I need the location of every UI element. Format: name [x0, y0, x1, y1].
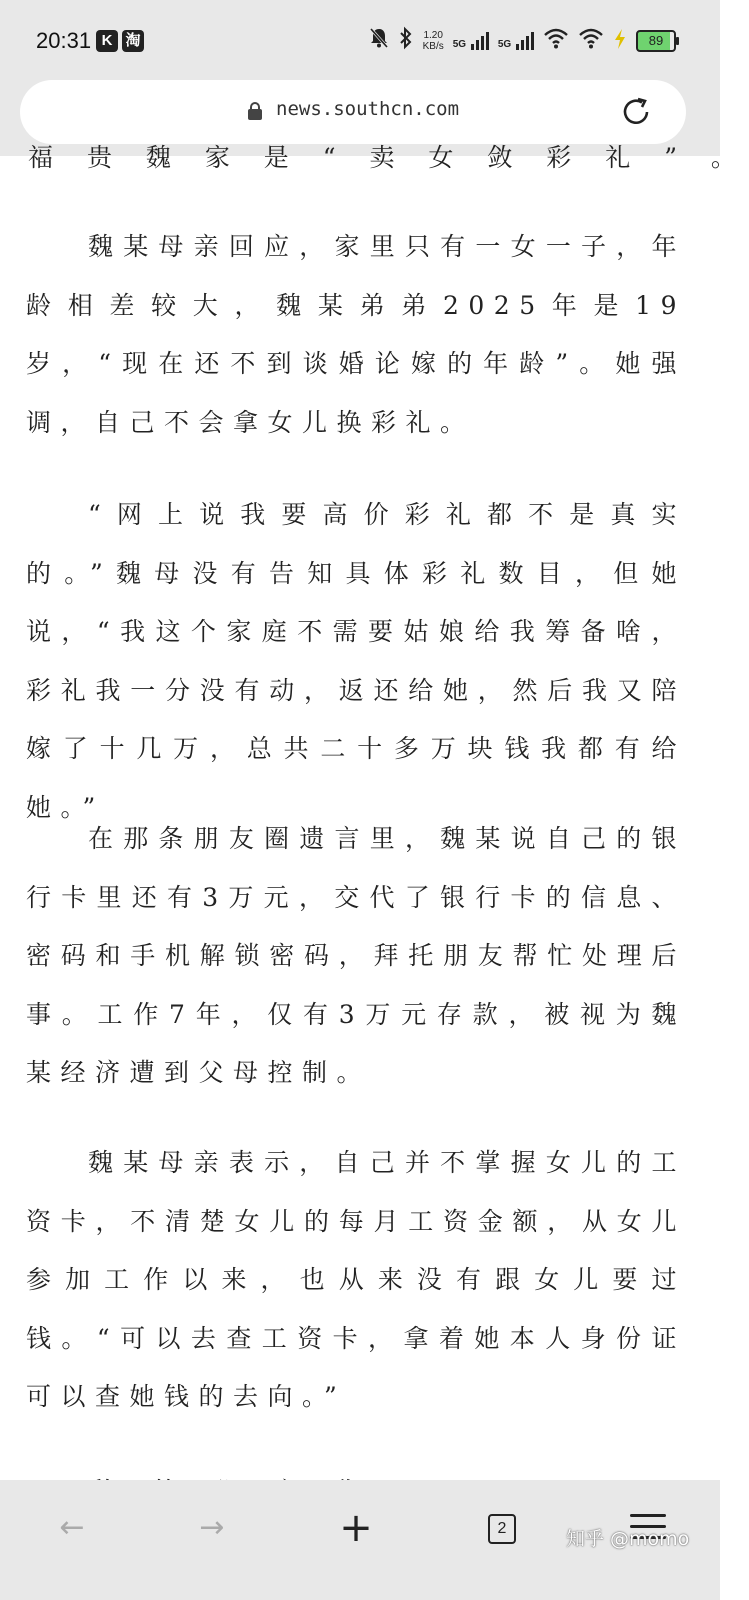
- status-icons: [369, 28, 676, 54]
- tab-switcher-button[interactable]: 2: [488, 1514, 516, 1544]
- battery-level: 89: [636, 30, 676, 52]
- article-paragraph: 魏某母亲回应，家里只有一女一子，年龄相差较大，魏某弟弟2025年是19岁，“现在还不到谈婚论嫁的年龄”。她强调，自己不会拿女儿换彩礼。: [26, 232, 686, 437]
- article-cut-line: 福 贵 魏 家 是 “ 卖 女 敛 彩 礼 ” 。: [28, 143, 749, 172]
- lock-icon: [248, 102, 262, 120]
- signal-bars-icon: [516, 32, 534, 50]
- charging-icon: [613, 29, 627, 54]
- article-content: [0, 143, 749, 1480]
- wifi-icon: [578, 27, 604, 55]
- back-button[interactable]: ←: [59, 1510, 85, 1545]
- wifi-icon: [543, 27, 569, 55]
- signal-1: [453, 32, 489, 50]
- signal-bars-icon: [471, 32, 489, 50]
- article-paragraph: “网上说我要高价彩礼都不是真实的。”魏母没有告知具体彩礼数目，但她说，“我这个家庭不需要姑娘给我筹备啥，彩礼我一分没有动，返还给她，然后我又陪嫁了十几万，总共二十多万块钱我都有给她。”: [26, 500, 686, 822]
- network-speed: [423, 30, 444, 52]
- signal-2-label: 5G: [497, 39, 512, 50]
- network-speed-value: 1.20: [423, 30, 443, 41]
- address-bar[interactable]: [20, 80, 686, 144]
- url-text[interactable]: news.southcn.com: [276, 98, 460, 120]
- article-paragraph: 在那条朋友圈遗言里，魏某说自己的银行卡里还有3万元，交代了银行卡的信息、密码和手机解锁密码，拜托朋友帮忙处理后事。工作7年，仅有3万元存款，被视为魏某经济遭到父母控制。: [26, 824, 686, 1087]
- bottom-toolbar: [0, 1480, 720, 1600]
- forward-button[interactable]: →: [199, 1510, 225, 1545]
- reload-icon[interactable]: [618, 94, 654, 130]
- status-time: 20:31: [36, 28, 92, 53]
- bluetooth-icon: [398, 27, 414, 55]
- kuaishou-app-icon: K: [96, 30, 118, 52]
- watermark: 知乎 @momo: [566, 1528, 690, 1550]
- network-speed-unit: KB/s: [422, 41, 444, 52]
- signal-1-label: 5G: [452, 39, 467, 50]
- new-tab-button[interactable]: +: [339, 1505, 373, 1551]
- status-bar: [0, 0, 720, 80]
- taobao-app-icon: 淘: [122, 30, 144, 52]
- signal-2: [498, 32, 534, 50]
- article-paragraph: 魏某母亲表示，自己并不掌握女儿的工资卡，不清楚女儿的每月工资金额，从女儿参加工作以来，也从来没有跟女儿要过钱。“可以去查工资卡，拿着她本人身份证可以查她钱的去向。”: [26, 1148, 686, 1411]
- mute-icon: [369, 27, 389, 55]
